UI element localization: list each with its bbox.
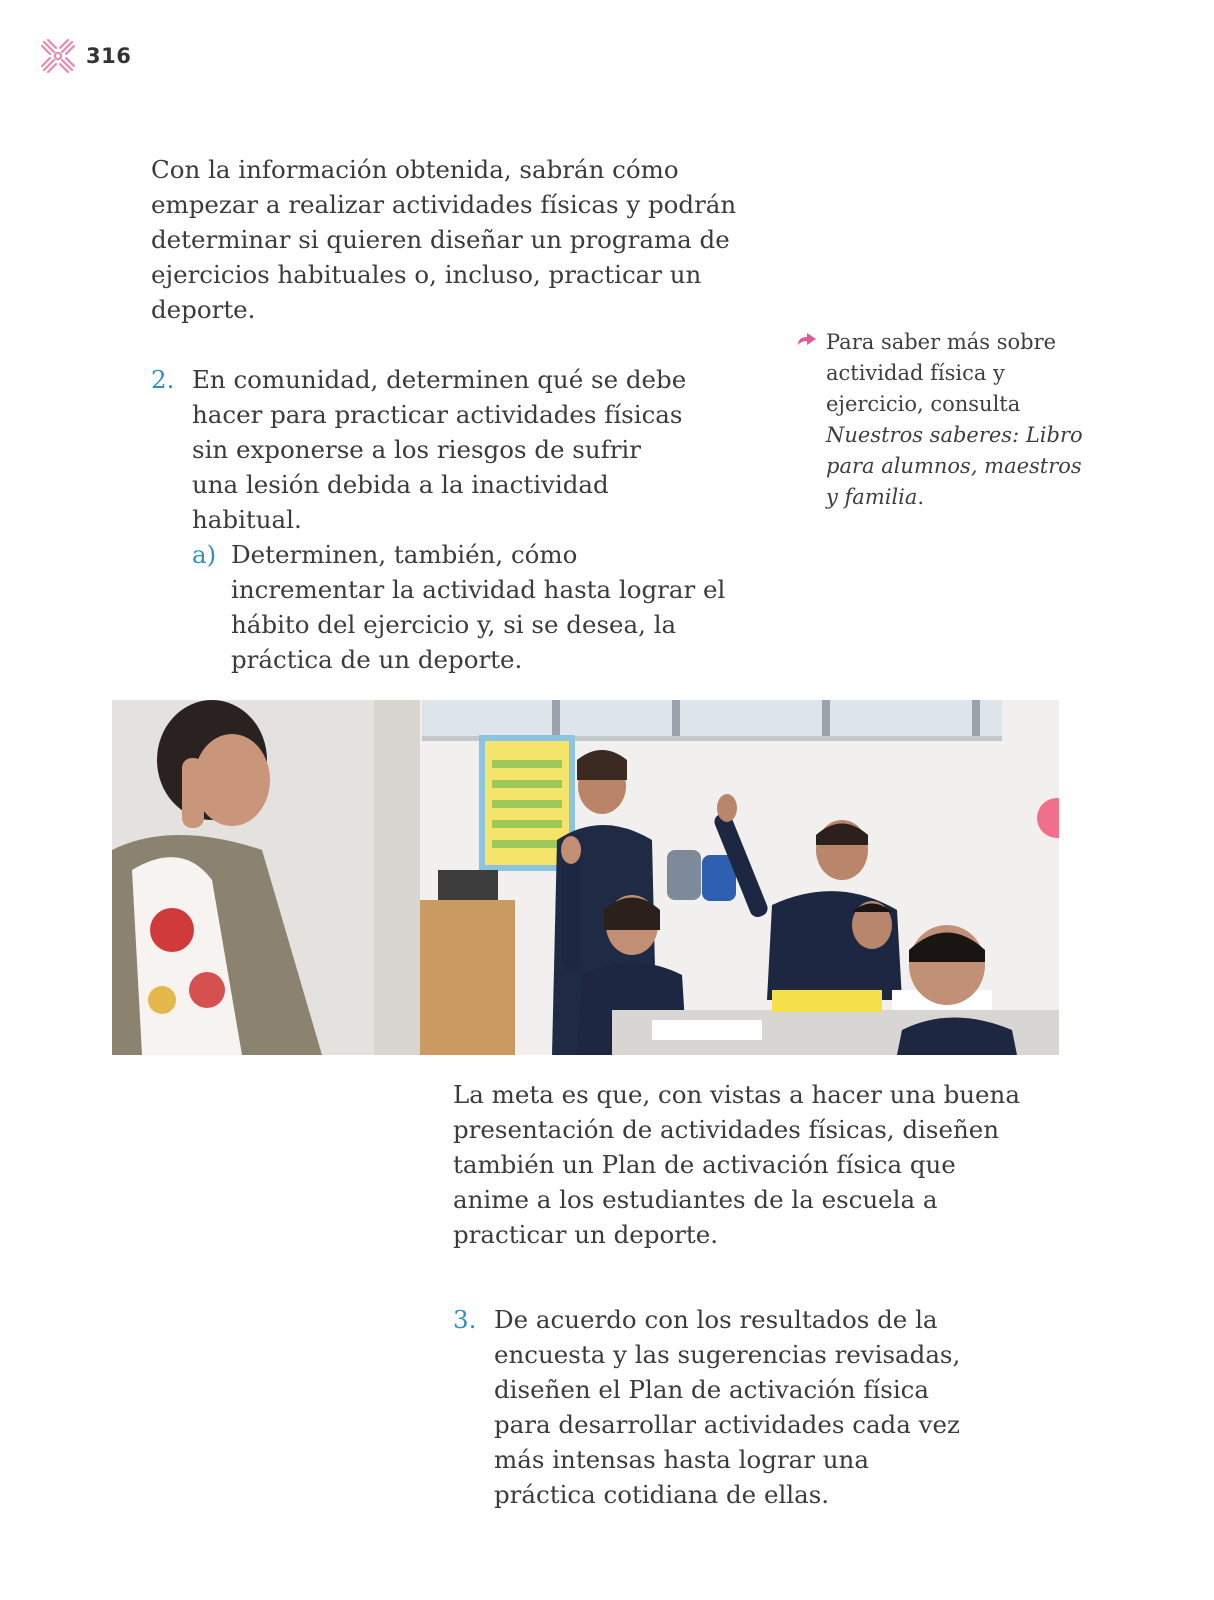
sidenote-end: . xyxy=(917,485,925,509)
sub-item-text: Determinen, también, cómo incrementar la actividad hasta lograr el hábito del ejercicio y, si se desea, la práctica de un deporte. xyxy=(231,540,726,674)
book-title: Nuestros saberes: Libro para alumnos, maestros y familia xyxy=(826,423,1083,509)
item-number: 3. xyxy=(453,1305,477,1334)
classroom-photo xyxy=(112,700,1059,1055)
sidenote-text xyxy=(826,327,1086,513)
sidenote-lead: Para saber más sobre actividad física y ejercicio, consulta xyxy=(826,330,1057,416)
page-number: 316 xyxy=(86,44,132,68)
page-header xyxy=(40,38,131,74)
item-text: En comunidad, determinen qué se debe hacer para practicar actividades físicas sin exponerse a los riesgos de sufrir una lesión debida a la inactividad habitual. xyxy=(192,365,687,534)
goal-text: La meta es que, con vistas a hacer una buena presentación de actividades físicas, diseñen también un Plan de activación física que anime a los estudiantes de la escuela a practicar un deporte. xyxy=(453,1080,1020,1249)
item-number: 2. xyxy=(151,365,175,394)
list-item-3 xyxy=(453,1302,1013,1512)
intro-paragraph xyxy=(151,152,741,327)
sidenote xyxy=(796,327,1086,513)
list-item-2 xyxy=(151,362,751,677)
intro-text: Con la información obtenida, sabrán cómo empezar a realizar actividades físicas y podrán determinar si quieren diseñar un programa de ejercicios habituales o, incluso, practicar un deporte. xyxy=(151,155,737,324)
item-text: De acuerdo con los resultados de la encuesta y las sugerencias revisadas, diseñen el Plan de activación física para desarrollar actividades cada vez más intensas hasta lograr una práctica cotidiana de ellas. xyxy=(494,1305,961,1509)
sub-item-label: a) xyxy=(192,540,217,569)
decorative-cross-icon xyxy=(40,38,76,74)
goal-paragraph xyxy=(453,1077,1023,1252)
arrow-right-icon xyxy=(796,327,826,513)
